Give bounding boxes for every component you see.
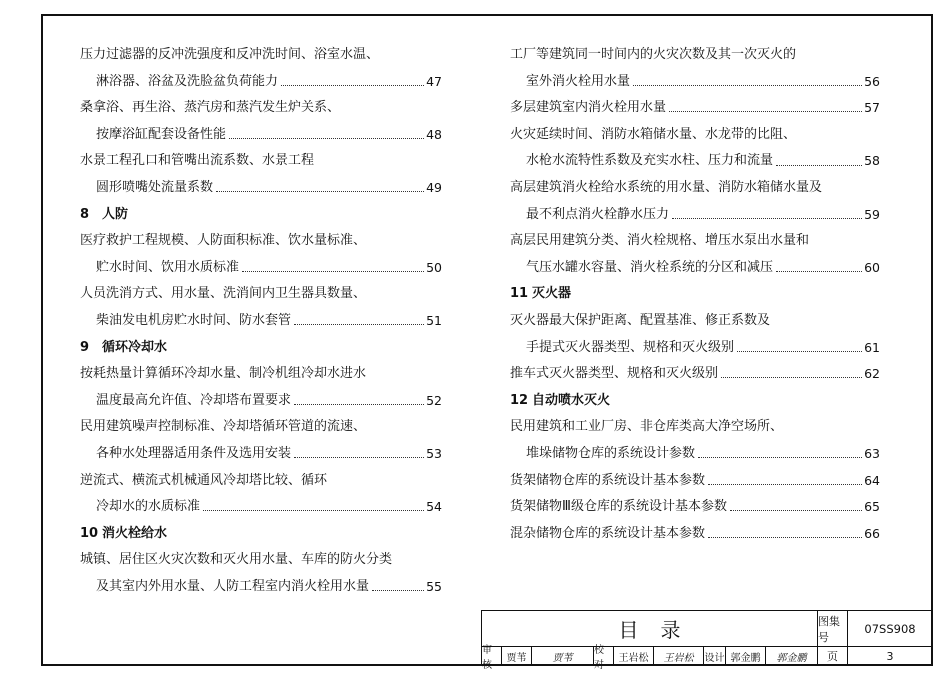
toc-page-number: 56 (864, 73, 880, 89)
toc-leader-dots (698, 456, 862, 458)
toc-entry-line (510, 361, 880, 388)
toc-page-number: 57 (864, 100, 880, 116)
toc-entry-text: 淋浴器、浴盆及洗脸盆负荷能力 (96, 73, 279, 89)
toc-entry-line (80, 361, 442, 388)
toc-entry-line (80, 414, 442, 441)
section-number: 11 (510, 286, 529, 302)
toc-leader-dots (294, 456, 424, 458)
toc-leader-dots (730, 509, 862, 511)
toc-entry-line (510, 228, 880, 255)
toc-entry-line (80, 122, 442, 149)
toc-section-heading (80, 335, 442, 362)
toc-page-number: 66 (864, 525, 880, 541)
design-label: 设计 (704, 647, 726, 665)
toc-page-number: 51 (426, 312, 442, 328)
check-name: 王岩松 (614, 647, 654, 665)
toc-entry-line (80, 388, 442, 415)
toc-entry-text: 柴油发电机房贮水时间、防水套管 (96, 312, 292, 328)
toc-leader-dots (294, 403, 424, 405)
toc-page-number: 47 (426, 73, 442, 89)
design-signature: 郭金鹏 (766, 647, 818, 665)
toc-entry-line (80, 281, 442, 308)
toc-entry-text: 压力过滤器的反冲洗强度和反冲洗时间、浴室水温、 (80, 47, 380, 62)
toc-entry-text: 最不利点消火栓静水压力 (526, 206, 670, 222)
toc-leader-dots (294, 323, 424, 325)
toc-leader-dots (776, 164, 862, 166)
toc-entry-line (510, 468, 880, 495)
toc-page-number: 55 (426, 578, 442, 594)
toc-entry-line (80, 441, 442, 468)
toc-entry-text: 堆垛储物仓库的系统设计参数 (526, 445, 696, 461)
review-label: 审核 (482, 647, 502, 665)
toc-entry-text: 桑拿浴、再生浴、蒸汽房和蒸汽发生炉关系、 (80, 100, 341, 116)
toc-entry-line (510, 42, 880, 69)
toc-entry-text: 各种水处理器适用条件及选用安装 (96, 445, 292, 461)
design-name: 郭金鹏 (726, 647, 766, 665)
toc-leader-dots (672, 217, 862, 219)
toc-left-column (80, 42, 442, 600)
toc-leader-dots (633, 84, 862, 86)
toc-leader-dots (669, 110, 862, 112)
toc-entry-text: 城镇、居住区火灾次数和灭火用水量、车库的防火分类 (80, 552, 393, 568)
toc-leader-dots (281, 84, 424, 86)
toc-entry-text: 高层建筑消火栓给水系统的用水量、消防水箱储水量及 (510, 179, 823, 195)
toc-entry-text: 水枪水流特性系数及充实水柱、压力和流量 (526, 153, 774, 169)
toc-entry-line (80, 468, 442, 495)
toc-entry-line (80, 547, 442, 574)
toc-entry-text: 按耗热量计算循环冷却水量、制冷机组冷却水进水 (80, 366, 367, 382)
review-signature: 贾苇 (532, 647, 594, 665)
toc-entry-line (510, 494, 880, 521)
toc-page-number: 63 (864, 445, 880, 461)
toc-entry-text: 圆形喷嘴处流量系数 (96, 179, 214, 195)
toc-leader-dots (242, 270, 424, 272)
toc-entry-line (80, 95, 442, 122)
toc-entry-line (80, 148, 442, 175)
toc-right-column (510, 42, 880, 547)
review-name: 贾苇 (502, 647, 532, 665)
page-label: 页 (818, 647, 848, 665)
toc-entry-line (80, 255, 442, 282)
toc-entry-text: 气压水罐水容量、消火栓系统的分区和减压 (526, 259, 774, 275)
toc-page-number: 62 (864, 366, 880, 382)
toc-page-number: 50 (426, 259, 442, 275)
toc-entry-text: 贮水时间、饮用水质标准 (96, 259, 240, 275)
toc-entry-text: 混杂储物仓库的系统设计基本参数 (510, 525, 706, 541)
toc-entry-line (510, 202, 880, 229)
toc-entry-line (510, 148, 880, 175)
toc-entry-text: 逆流式、横流式机械通风冷却塔比较、循环 (80, 472, 328, 488)
toc-entry-text: 货架储物Ⅲ级仓库的系统设计基本参数 (510, 499, 727, 515)
toc-section-heading (510, 388, 880, 415)
section-number: 9 (80, 339, 90, 355)
toc-entry-text: 推车式灭火器类型、规格和灭火级别 (510, 366, 719, 382)
toc-entry-text: 消火栓给水 (102, 525, 168, 541)
toc-entry-line (80, 494, 442, 521)
toc-entry-line (510, 122, 880, 149)
atlas-number: 07SS908 (848, 611, 932, 647)
toc-entry-text: 多层建筑室内消火栓用水量 (510, 100, 667, 116)
toc-page-number: 58 (864, 153, 880, 169)
toc-entry-line (510, 95, 880, 122)
toc-entry-text: 手提式灭火器类型、规格和灭火级别 (526, 339, 735, 355)
toc-entry-line (80, 42, 442, 69)
toc-page-number: 60 (864, 259, 880, 275)
toc-entry-text: 温度最高允许值、冷却塔布置要求 (96, 392, 292, 408)
toc-leader-dots (721, 376, 862, 378)
toc-entry-text: 民用建筑噪声控制标准、冷却塔循环管道的流速、 (80, 419, 367, 435)
toc-page-number: 61 (864, 339, 880, 355)
toc-leader-dots (708, 483, 862, 485)
toc-entry-line (510, 441, 880, 468)
toc-leader-dots (216, 190, 424, 192)
title-block-title: 目录 (482, 611, 818, 647)
section-number: 8 (80, 206, 90, 222)
toc-entry-text: 室外消火栓用水量 (526, 73, 631, 89)
toc-entry-line (510, 335, 880, 362)
toc-entry-text: 人防 (102, 206, 129, 222)
toc-entry-line (80, 175, 442, 202)
toc-page-number: 65 (864, 499, 880, 515)
toc-leader-dots (776, 270, 862, 272)
toc-entry-text: 医疗救护工程规模、人防面积标准、饮水量标准、 (80, 233, 367, 249)
toc-leader-dots (708, 536, 862, 538)
toc-leader-dots (372, 589, 424, 591)
toc-entry-text: 民用建筑和工业厂房、非仓库类高大净空场所、 (510, 419, 784, 435)
toc-entry-line (510, 175, 880, 202)
toc-entry-line (80, 69, 442, 96)
check-label: 校对 (594, 647, 614, 665)
toc-section-heading (510, 281, 880, 308)
toc-entry-text: 及其室内外用水量、人防工程室内消火栓用水量 (96, 578, 370, 594)
section-number: 10 (80, 525, 99, 541)
toc-entry-line (510, 69, 880, 96)
toc-entry-text: 冷却水的水质标准 (96, 499, 201, 515)
toc-page-number: 54 (426, 499, 442, 515)
atlas-number-label: 图集号 (818, 611, 848, 647)
toc-entry-line (510, 255, 880, 282)
toc-entry-line (510, 308, 880, 335)
toc-entry-text: 人员洗消方式、用水量、洗消间内卫生器具数量、 (80, 286, 367, 302)
section-number: 12 (510, 392, 529, 408)
toc-page-number: 52 (426, 392, 442, 408)
toc-entry-text: 自动喷水灭火 (532, 392, 611, 408)
toc-entry-text: 循环冷却水 (102, 339, 168, 355)
toc-page-number: 49 (426, 179, 442, 195)
toc-page-number: 59 (864, 206, 880, 222)
title-block (481, 610, 932, 671)
toc-leader-dots (229, 137, 424, 139)
toc-entry-line (80, 308, 442, 335)
toc-section-heading (80, 202, 442, 229)
toc-page-number: 53 (426, 445, 442, 461)
toc-entry-text: 水景工程孔口和管嘴出流系数、水景工程 (80, 153, 315, 169)
toc-entry-line (80, 228, 442, 255)
toc-entry-text: 按摩浴缸配套设备性能 (96, 126, 227, 142)
toc-page-number: 48 (426, 126, 442, 142)
toc-leader-dots (737, 350, 862, 352)
toc-section-heading (80, 521, 442, 548)
toc-entry-text: 灭火器最大保护距离、配置基准、修正系数及 (510, 312, 771, 328)
toc-entry-text: 高层民用建筑分类、消火栓规格、增压水泵出水量和 (510, 233, 810, 249)
toc-entry-text: 工厂等建筑同一时间内的火灾次数及其一次灭火的 (510, 47, 797, 62)
page-number: 3 (886, 649, 894, 663)
toc-entry-line (80, 574, 442, 601)
toc-entry-text: 灭火器 (532, 286, 572, 302)
check-signature: 王岩松 (654, 647, 704, 665)
toc-entry-text: 火灾延续时间、消防水箱储水量、水龙带的比阻、 (510, 126, 797, 142)
toc-entry-text: 货架储物仓库的系统设计基本参数 (510, 472, 706, 488)
toc-leader-dots (203, 509, 424, 511)
toc-entry-line (510, 414, 880, 441)
toc-page-number: 64 (864, 472, 880, 488)
toc-entry-line (510, 521, 880, 548)
